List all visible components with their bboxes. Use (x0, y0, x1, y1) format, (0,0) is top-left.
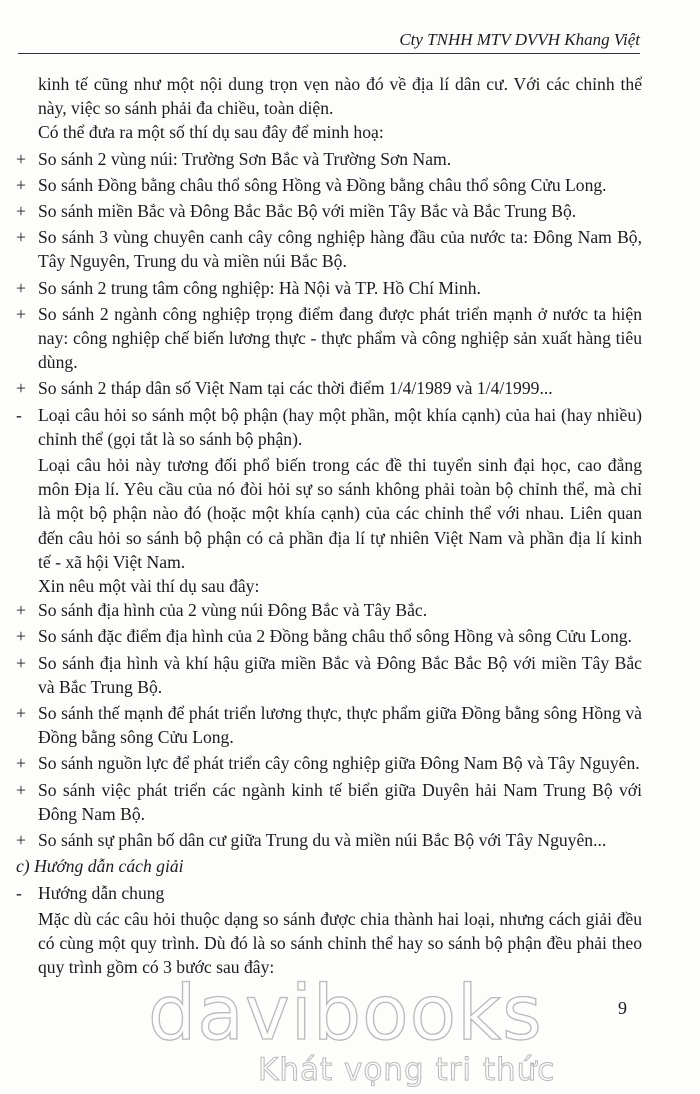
watermark-brand: davibooks (148, 968, 543, 1057)
list-marker: + (16, 174, 26, 195)
list-marker: + (16, 277, 26, 298)
page-body (16, 72, 642, 979)
list-item-text: So sánh 2 tháp dân số Việt Nam tại các thời điểm 1/4/1989 và 1/4/1999... (38, 378, 553, 399)
list-item (16, 173, 642, 197)
dash-item (16, 881, 642, 905)
list-marker: + (16, 148, 26, 169)
list-marker: + (16, 753, 26, 774)
list-item-text: So sánh 2 trung tâm công nghiệp: Hà Nội và TP. Hồ Chí Minh. (38, 277, 481, 298)
list-item-text: So sánh địa hình và khí hậu giữa miền Bắc và Đông Bắc Bắc Bộ với miền Tây Bắc và Bắc Trung Bộ. (38, 652, 642, 697)
list-marker: + (16, 600, 26, 621)
list-item (16, 225, 642, 273)
list-item (16, 147, 642, 171)
list-marker: + (16, 378, 26, 399)
list-item-text: So sánh địa hình của 2 vùng núi Đông Bắc và Tây Bắc. (38, 600, 428, 621)
list-item-text: So sánh Đồng bằng châu thổ sông Hồng và Đồng bằng châu thổ sông Cửu Long. (38, 174, 607, 195)
list-item (16, 751, 642, 775)
paragraph: kinh tế cũng như một nội dung trọn vẹn nào đó về địa lí dân cư. Với các chỉnh thể này, việc so sánh phải đa chiều, toàn diện. (38, 74, 642, 119)
page-number: 9 (618, 998, 627, 1018)
list-item (16, 701, 642, 749)
list-item (16, 302, 642, 375)
list-marker: - (16, 404, 22, 425)
list-item-text: So sánh nguồn lực để phát triển cây công nghiệp giữa Đông Nam Bộ và Tây Nguyên. (38, 753, 640, 774)
list-item (16, 598, 642, 622)
dash-item (16, 403, 642, 451)
list-marker: + (16, 227, 26, 248)
list-item (16, 199, 642, 223)
list-item-text: So sánh 3 vùng chuyên canh cây công nghiệp hàng đầu của nước ta: Đông Nam Bộ, Tây Nguyên, Trung du và miền núi Bắc Bộ. (38, 227, 642, 272)
list-item (16, 828, 642, 852)
list-item-text: So sánh 2 vùng núi: Trường Sơn Bắc và Trường Sơn Nam. (38, 148, 452, 169)
list-item-text: Hướng dẫn chung (38, 882, 165, 903)
paragraph: Mặc dù các câu hỏi thuộc dạng so sánh được chia thành hai loại, nhưng cách giải đều có cùng một quy trình. Dù đó là so sánh chỉnh thể hay so sánh bộ phận đều phải theo quy trình gồm có 3 bước sau đây: (38, 908, 642, 978)
list-marker: + (16, 779, 26, 800)
list-marker: + (16, 830, 26, 851)
running-header (18, 30, 640, 54)
list-marker: + (16, 652, 26, 673)
list-marker: - (16, 882, 22, 903)
list-item-text: So sánh 2 ngành công nghiệp trọng điểm đang được phát triển mạnh ở nước ta hiện nay: công nghiệp chế biến lương thực - thực phẩm và công nghiệp sản xuất hàng tiêu dùng. (38, 303, 642, 373)
list-marker: + (16, 703, 26, 724)
list-item-text: Loại câu hỏi so sánh một bộ phận (hay một phần, một khía cạnh) của hai (hay nhiều) chỉnh thể (gọi tắt là so sánh bộ phận). (38, 404, 642, 449)
list-item-text: So sánh miền Bắc và Đông Bắc Bắc Bộ với miền Tây Bắc và Bắc Trung Bộ. (38, 201, 577, 222)
list-item-text: So sánh thế mạnh để phát triển lương thực, thực phẩm giữa Đồng bằng sông Hồng và Đồng bằng sông Cửu Long. (38, 703, 642, 748)
section-heading: c) Hướng dẫn cách giải (16, 856, 184, 877)
list-marker: + (16, 626, 26, 647)
list-item (16, 624, 642, 648)
publisher-name: Cty TNHH MTV DVVH Khang Việt (399, 30, 640, 49)
watermark-tagline: Khát vọng tri thức (258, 1052, 556, 1088)
list-item-text: So sánh sự phân bố dân cư giữa Trung du và miền núi Bắc Bộ với Tây Nguyên... (38, 830, 607, 851)
list-marker: + (16, 303, 26, 324)
paragraph: Loại câu hỏi này tương đối phổ biến trong các đề thi tuyển sinh đại học, cao đẳng môn Địa lí. Yêu cầu của nó đòi hỏi sự so sánh không phải toàn bộ chỉnh thể, mà chỉ là một bộ phận nào đó (hoặc một khía cạnh) của các chỉnh thể với nhau. Liên quan đến câu hỏi so sánh bộ phận có cả phần địa lí tự nhiên Việt Nam và phần địa lí kinh tế - xã hội Việt Nam. (38, 455, 642, 572)
list-marker: + (16, 201, 26, 222)
list-item (16, 376, 642, 400)
list-item (16, 276, 642, 300)
paragraph: Xin nêu một vài thí dụ sau đây: (38, 576, 260, 597)
list-item (16, 778, 642, 826)
list-item-text: So sánh đặc điểm địa hình của 2 Đồng bằng châu thổ sông Hồng và sông Cửu Long. (38, 626, 632, 647)
list-item (16, 651, 642, 699)
list-item-text: So sánh việc phát triển các ngành kinh tế biển giữa Duyên hải Nam Trung Bộ với Đông Nam Bộ. (38, 779, 642, 824)
paragraph: Có thể đưa ra một số thí dụ sau đây để minh hoạ: (38, 122, 384, 143)
